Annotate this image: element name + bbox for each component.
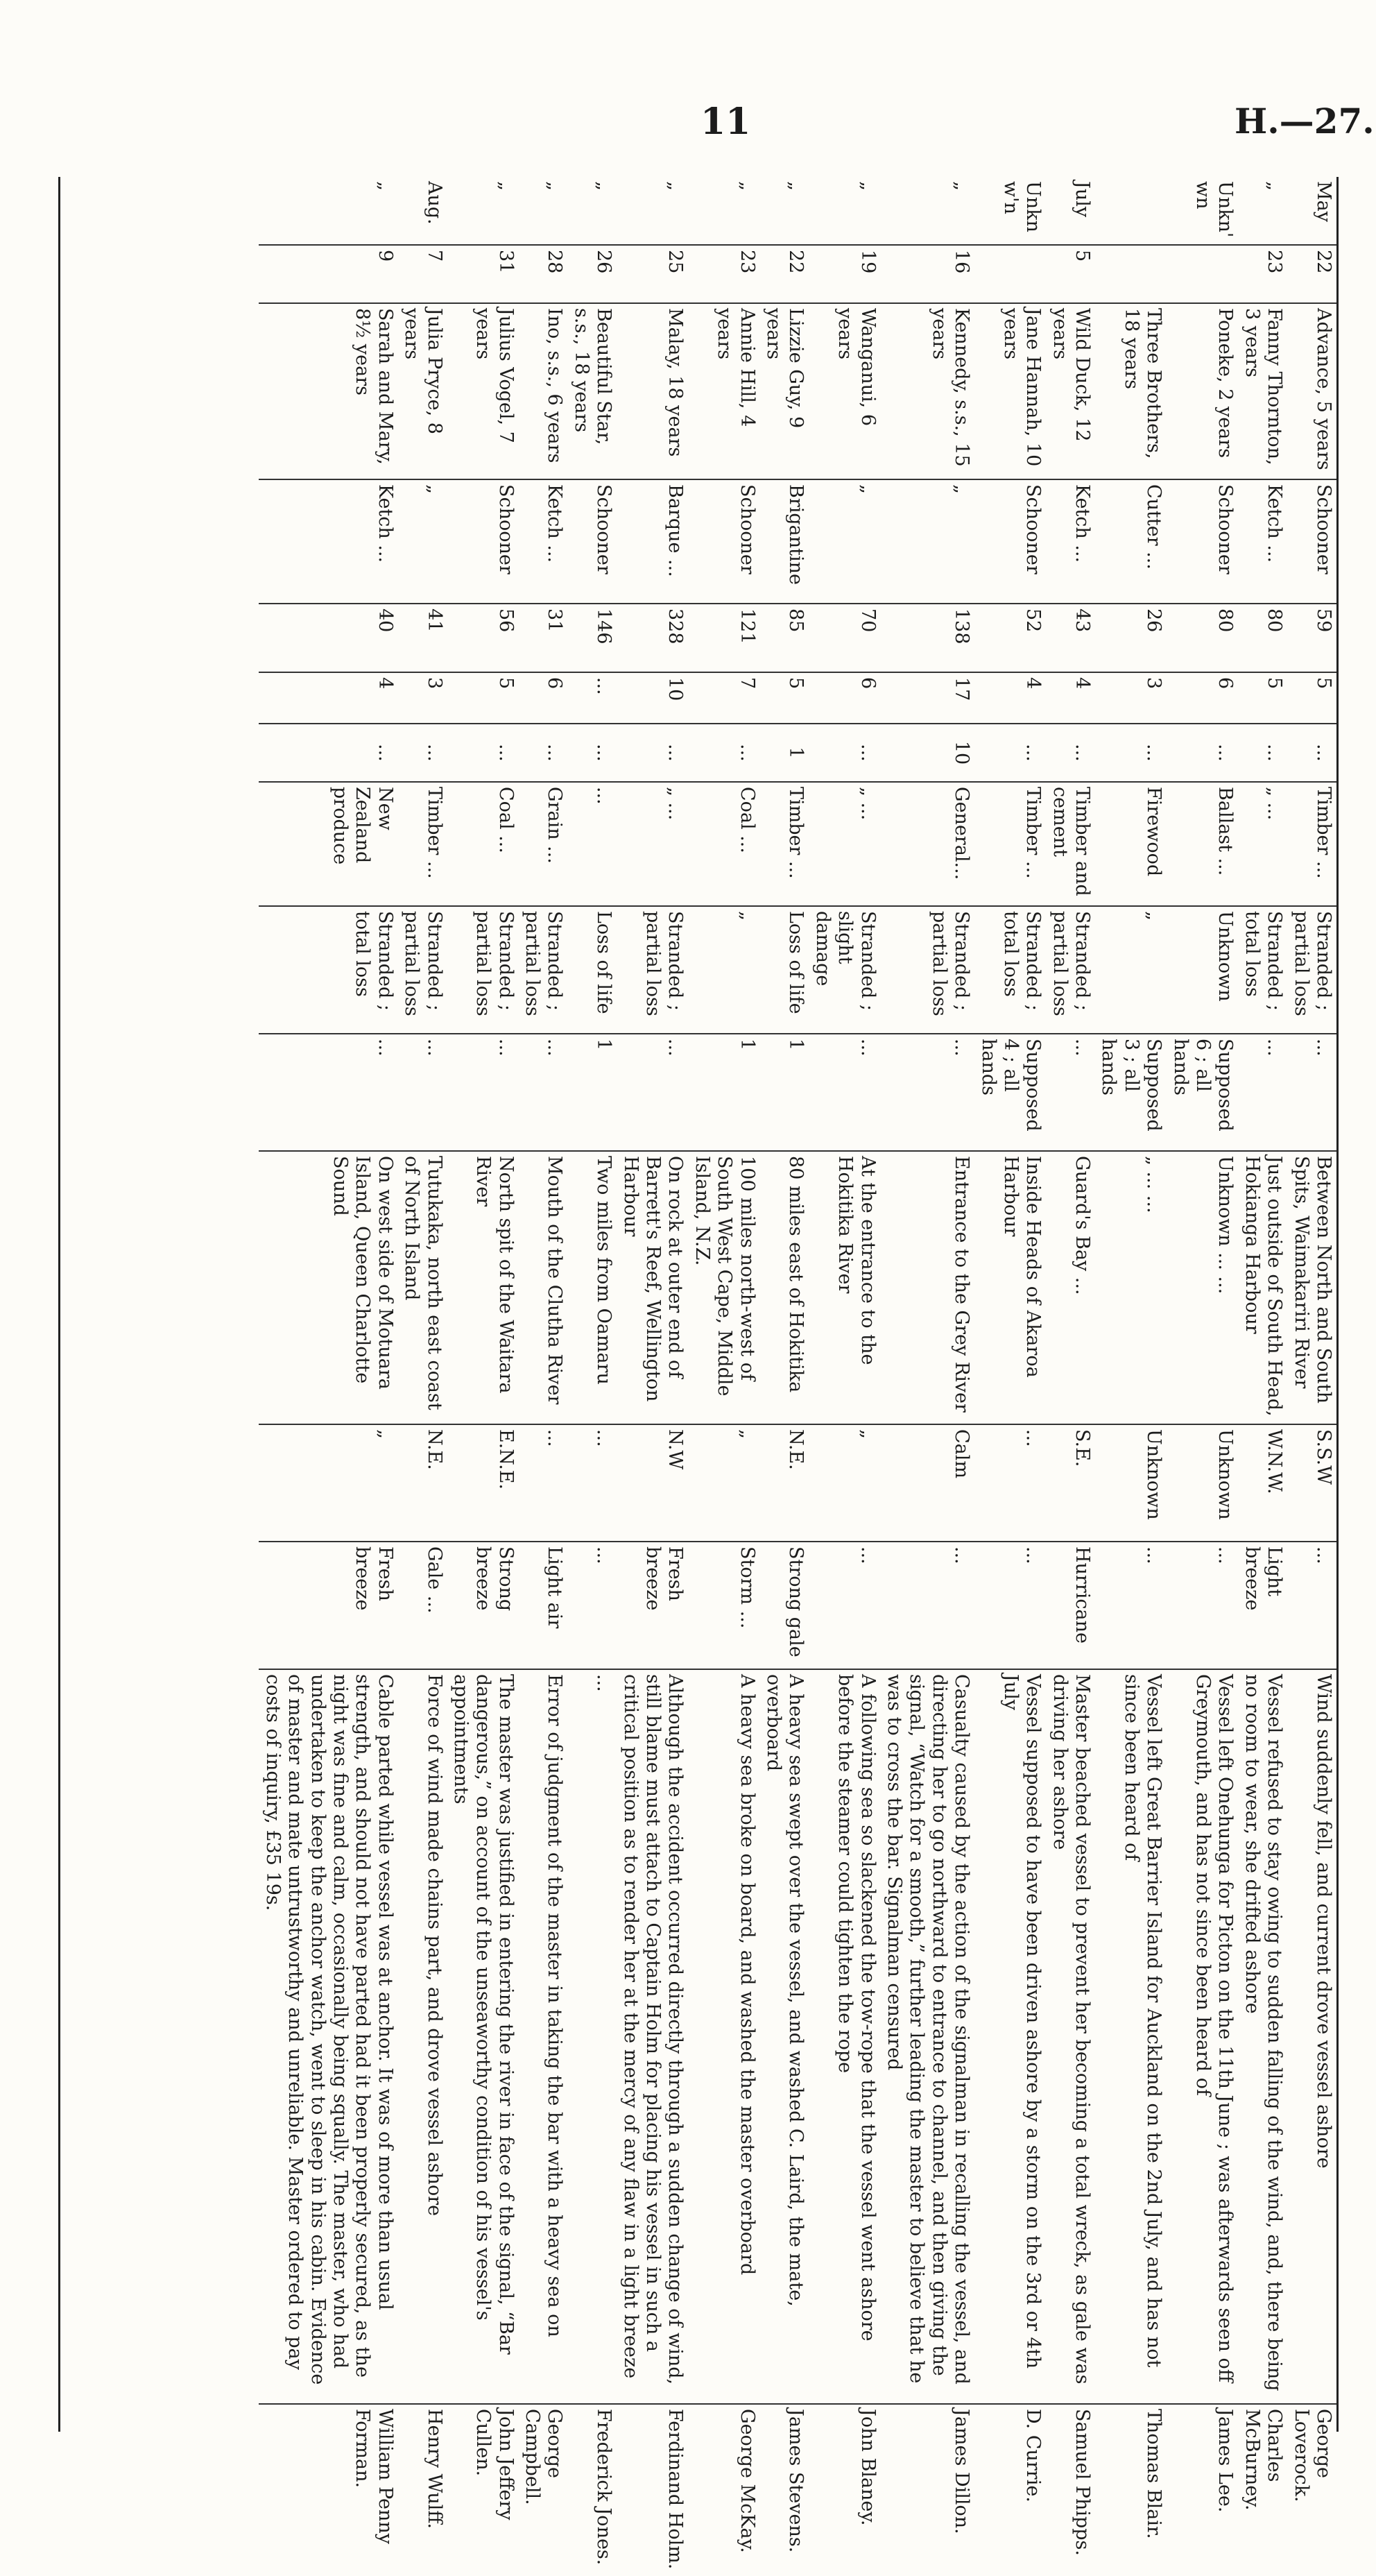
table-row: [568, 177, 617, 2576]
crew-cell: ...: [568, 672, 617, 724]
day-cell: 22: [760, 245, 809, 303]
vessel-name-cell: Sarah and Mary, 8½ years: [259, 303, 397, 479]
wind-direction-cell: S.S.W: [1287, 1424, 1336, 1542]
lives-lost-cell: ...: [398, 1034, 447, 1151]
tonnage-cell: 121: [688, 604, 759, 672]
nature-of-casualty-cell: Loss of life: [760, 906, 809, 1034]
officer-cell: John Blaney.: [809, 2404, 880, 2576]
table-row: [519, 177, 568, 2576]
wind-force-cell: Light air: [519, 1542, 568, 1669]
vessel-name-cell: Julius Vogel, 7 years: [447, 303, 519, 479]
day-cell: 16: [881, 245, 975, 303]
nature-of-casualty-cell: Stranded ; slight damage: [809, 906, 880, 1034]
rig-cell: Ketch ...: [1046, 479, 1095, 604]
nature-of-casualty-cell: Stranded ; total loss: [259, 906, 397, 1034]
day-cell: 9: [259, 245, 397, 303]
lives-lost-cell: ...: [519, 1034, 568, 1151]
wind-force-cell: Gale ...: [398, 1542, 447, 1669]
day-cell: 28: [519, 245, 568, 303]
place-cell: 100 miles north-west of South West Cape, Middle Island, N.Z.: [688, 1151, 759, 1424]
passengers-cell: ...: [1167, 724, 1238, 782]
month-cell: „: [544, 181, 566, 191]
table-row: [760, 177, 809, 2576]
table-row: [447, 177, 519, 2576]
month-cell: Unknw'n: [999, 181, 1044, 232]
wind-direction-cell: ...: [568, 1424, 617, 1542]
day-cell: 23: [688, 245, 759, 303]
day-cell: 25: [617, 245, 688, 303]
vessel-name-cell: Kennedy, s.s., 15 years: [881, 303, 975, 479]
wind-force-cell: Hurricane: [1046, 1542, 1095, 1669]
officer-cell: George Campbell.: [519, 2404, 568, 2576]
vessel-name-cell: Jane Hannah, 10 years: [974, 303, 1046, 479]
officer-cell: William Penny Forman.: [259, 2404, 397, 2576]
wind-direction-cell: Unknown: [1167, 1424, 1238, 1542]
cargo-cell: „ ...: [809, 782, 880, 906]
wind-direction-cell: „: [688, 1424, 759, 1542]
vessel-name-cell: Ino, s.s., 6 years: [519, 303, 568, 479]
month-cell: [1095, 177, 1167, 245]
tonnage-cell: 52: [974, 604, 1046, 672]
cause-cell: Error of judgment of the master in taking the bar with a heavy sea on: [519, 1669, 568, 2404]
table-row: [398, 177, 447, 2576]
day-cell: 19: [809, 245, 880, 303]
lives-lost-cell: ...: [1238, 1034, 1287, 1151]
cause-cell: Vessel supposed to have been driven ashore by a storm on the 3rd or 4th July: [974, 1669, 1046, 2404]
officer-cell: Ferdinand Holm.: [617, 2404, 688, 2576]
rig-cell: „: [881, 479, 975, 604]
table-row: [881, 177, 975, 2576]
tonnage-cell: 56: [447, 604, 519, 672]
cause-cell: Casualty caused by the action of the signalman in recalling the vessel, and directing her to go northward to entrance to channel, and then giving the signal, “Watch for a smooth,” further leading the master to believe that he was to cross the bar. Signalman censured: [881, 1669, 975, 2404]
crew-cell: 3: [1095, 672, 1167, 724]
crew-cell: 5: [760, 672, 809, 724]
nature-of-casualty-cell: Stranded ; total loss: [1238, 906, 1287, 1034]
crew-cell: 10: [617, 672, 688, 724]
passengers-cell: ...: [1046, 724, 1095, 782]
cargo-cell: „ ...: [617, 782, 688, 906]
officer-cell: George Loverock.: [1287, 2404, 1336, 2576]
wind-direction-cell: W.N.W.: [1238, 1424, 1287, 1542]
officer-cell: Henry Wulff.: [398, 2404, 447, 2576]
place-cell: Mouth of the Clutha River: [519, 1151, 568, 1424]
wind-force-cell: ...: [1167, 1542, 1238, 1669]
cargo-cell: ...: [568, 782, 617, 906]
rig-cell: Cutter ...: [1095, 479, 1167, 604]
crew-cell: 5: [1238, 672, 1287, 724]
wind-force-cell: Storm ...: [688, 1542, 759, 1669]
rig-cell: Schooner: [974, 479, 1046, 604]
wind-direction-cell: N.W: [617, 1424, 688, 1542]
page-number: 11: [700, 101, 751, 143]
crew-cell: 5: [447, 672, 519, 724]
place-cell: On rock at outer end of Barrett's Reef, Wellington Harbour: [617, 1151, 688, 1424]
cargo-cell: Timber ...: [974, 782, 1046, 906]
vessel-name-cell: Lizzie Guy, 9 years: [760, 303, 809, 479]
place-cell: At the entrance to the Hokitika River: [809, 1151, 880, 1424]
tonnage-cell: 80: [1238, 604, 1287, 672]
passengers-cell: ...: [809, 724, 880, 782]
cause-cell: Force of wind made chains part, and drove vessel ashore: [398, 1669, 447, 2404]
crew-cell: 7: [688, 672, 759, 724]
lives-lost-cell: 1: [688, 1034, 759, 1151]
place-cell: Just outside of South Head, Hokianga Harbour: [1238, 1151, 1287, 1424]
nature-of-casualty-cell: Stranded ; partial loss: [519, 906, 568, 1034]
month-cell: „: [951, 181, 973, 191]
crew-cell: 4: [1046, 672, 1095, 724]
nature-of-casualty-cell: Stranded ; partial loss: [617, 906, 688, 1034]
wind-direction-cell: ...: [974, 1424, 1046, 1542]
rig-cell: Barque ...: [617, 479, 688, 604]
tonnage-cell: 43: [1046, 604, 1095, 672]
table-row: [1167, 177, 1238, 2576]
day-cell: 22: [1287, 245, 1336, 303]
month-cell: „: [495, 181, 517, 191]
cargo-cell: Grain ...: [519, 782, 568, 906]
wind-direction-cell: N.E.: [398, 1424, 447, 1542]
crew-cell: 4: [259, 672, 397, 724]
cause-cell: ...: [568, 1669, 617, 2404]
day-cell: 7: [398, 245, 447, 303]
nature-of-casualty-cell: Stranded ; partial loss: [398, 906, 447, 1034]
place-cell: On west side of Motuara Island, Queen Charlotte Sound: [259, 1151, 397, 1424]
officer-cell: Thomas Blair.: [1095, 2404, 1167, 2576]
table-row: [1238, 177, 1287, 2576]
vessel-name-cell: Wanganui, 6 years: [809, 303, 880, 479]
officer-cell: James Lee.: [1167, 2404, 1238, 2576]
cargo-cell: Ballast ...: [1167, 782, 1238, 906]
nature-of-casualty-cell: „: [688, 906, 759, 1034]
rig-cell: Schooner: [1287, 479, 1336, 604]
nature-of-casualty-cell: „: [1095, 906, 1167, 1034]
passengers-cell: ...: [688, 724, 759, 782]
crew-cell: 6: [519, 672, 568, 724]
day-cell: 31: [447, 245, 519, 303]
vessel-name-cell: Wild Duck, 12 years: [1046, 303, 1095, 479]
month-cell: „: [785, 181, 807, 191]
wind-force-cell: Light breeze: [1238, 1542, 1287, 1669]
wind-direction-cell: E.N.E.: [447, 1424, 519, 1542]
tonnage-cell: 328: [617, 604, 688, 672]
wind-force-cell: Strong breeze: [447, 1542, 519, 1669]
table-row: [617, 177, 688, 2576]
tonnage-cell: 59: [1287, 604, 1336, 672]
officer-cell: D. Currie.: [974, 2404, 1046, 2576]
cause-cell: Master beached vessel to prevent her becoming a total wreck, as gale was driving her ashore: [1046, 1669, 1095, 2404]
passengers-cell: ...: [447, 724, 519, 782]
nature-of-casualty-cell: Stranded ; partial loss: [447, 906, 519, 1034]
cause-cell: Vessel left Great Barrier Island for Auckland on the 2nd July, and has not since been heard of: [1095, 1669, 1167, 2404]
wind-force-cell: ...: [974, 1542, 1046, 1669]
wind-force-cell: ...: [809, 1542, 880, 1669]
rig-cell: Schooner: [1167, 479, 1238, 604]
crew-cell: 3: [398, 672, 447, 724]
tonnage-cell: 41: [398, 604, 447, 672]
cause-cell: A following sea so slackened the tow-rope that the vessel went ashore before the steamer could tighten the rope: [809, 1669, 880, 2404]
month-cell: Unkn'wn: [1192, 181, 1237, 238]
cargo-cell: Timber and cement: [1046, 782, 1095, 906]
lives-lost-cell: 1: [760, 1034, 809, 1151]
lives-lost-cell: ...: [617, 1034, 688, 1151]
wind-force-cell: Fresh breeze: [259, 1542, 397, 1669]
month-cell: July: [1072, 181, 1094, 218]
cause-cell: A heavy sea swept over the vessel, and washed C. Laird, the mate, overboard: [760, 1669, 809, 2404]
month-cell: Aug.: [423, 181, 445, 225]
cause-cell: Wind suddenly fell, and current drove vessel ashore: [1287, 1669, 1336, 2404]
month-cell: „: [1264, 181, 1286, 191]
passengers-cell: ...: [259, 724, 397, 782]
passengers-cell: ...: [398, 724, 447, 782]
wreck-returns-table: [58, 177, 1339, 2570]
month-cell: „: [374, 181, 396, 191]
passengers-cell: ...: [519, 724, 568, 782]
tonnage-cell: 85: [760, 604, 809, 672]
officer-cell: George McKay.: [688, 2404, 759, 2576]
vessel-name-cell: Malay, 18 years: [617, 303, 688, 479]
lives-lost-cell: ...: [1046, 1034, 1095, 1151]
lives-lost-cell: ...: [809, 1034, 880, 1151]
nature-of-casualty-cell: Unknown: [1167, 906, 1238, 1034]
passengers-cell: ...: [1095, 724, 1167, 782]
day-cell: [1167, 245, 1238, 303]
wind-force-cell: ...: [1287, 1542, 1336, 1669]
document-reference: H.—27.: [1235, 101, 1375, 142]
wind-force-cell: ...: [881, 1542, 975, 1669]
tonnage-cell: 70: [809, 604, 880, 672]
cause-cell: Although the accident occurred directly through a sudden change of wind, still blame must attach to Captain Holm for placing his vessel in such a critical position as to render her at the mercy of any flaw in a light breeze: [617, 1669, 688, 2404]
lives-lost-cell: ...: [1287, 1034, 1336, 1151]
officer-cell: Frederick Jones.: [568, 2404, 617, 2576]
vessel-name-cell: Annie Hill, 4 years: [688, 303, 759, 479]
passengers-cell: ...: [1287, 724, 1336, 782]
place-cell: Tutukaka, north east coast of North Island: [398, 1151, 447, 1424]
wind-force-cell: ...: [568, 1542, 617, 1669]
lives-lost-cell: ...: [447, 1034, 519, 1151]
table-row: [1046, 177, 1095, 2576]
cause-cell: A heavy sea broke on board, and washed the master overboard: [688, 1669, 759, 2404]
rig-cell: Ketch ...: [519, 479, 568, 604]
tonnage-cell: 80: [1167, 604, 1238, 672]
place-cell: Unknown ... ...: [1167, 1151, 1238, 1424]
wind-force-cell: Fresh breeze: [617, 1542, 688, 1669]
day-cell: 23: [1238, 245, 1287, 303]
table-row: [809, 177, 880, 2576]
cause-cell: The master was justified in entering the river in face of the signal, “Bar dangerous,” on account of the unseaworthy condition of his vessel's appointments: [447, 1669, 519, 2404]
passengers-cell: ...: [974, 724, 1046, 782]
rig-cell: Ketch ...: [1238, 479, 1287, 604]
place-cell: Between North and South Spits, Waimakariri River: [1287, 1151, 1336, 1424]
day-cell: 26: [568, 245, 617, 303]
table-row: [688, 177, 759, 2576]
cargo-cell: Firewood: [1095, 782, 1167, 906]
lives-lost-cell: Supposed 3 ; all hands: [1095, 1034, 1167, 1151]
vessel-name-cell: Julia Pryce, 8 years: [398, 303, 447, 479]
wind-direction-cell: Calm: [881, 1424, 975, 1542]
officer-cell: Charles McBurney.: [1238, 2404, 1287, 2576]
rig-cell: Schooner: [447, 479, 519, 604]
cargo-cell: Timber ...: [1287, 782, 1336, 906]
wind-direction-cell: Unknown: [1095, 1424, 1167, 1542]
table-row: [1287, 177, 1336, 2576]
month-cell: „: [664, 181, 687, 191]
cause-cell: Cable parted while vessel was at anchor. It was of more than usual strength, and should not have parted had it been properly secured, as the night was fine and calm, occasionally being squally. The master, who had undertaken to keep the anchor watch, went to sleep in his cabin. Evidence of master and mate untrustworthy and unreliable. Master ordered to pay costs of inquiry, £35 19s.: [259, 1669, 397, 2404]
lives-lost-cell: ...: [259, 1034, 397, 1151]
lives-lost-cell: 1: [568, 1034, 617, 1151]
officer-cell: James Stevens.: [760, 2404, 809, 2576]
day-cell: [1095, 245, 1167, 303]
cargo-cell: General...: [881, 782, 975, 906]
vessel-name-cell: Beautiful Star, s.s., 18 years: [568, 303, 617, 479]
tonnage-cell: 31: [519, 604, 568, 672]
rig-cell: Schooner: [688, 479, 759, 604]
place-cell: „ ... ...: [1095, 1151, 1167, 1424]
cargo-cell: New Zealand produce: [259, 782, 397, 906]
rig-cell: Ketch ...: [259, 479, 397, 604]
tonnage-cell: 40: [259, 604, 397, 672]
vessel-name-cell: Poneke, 2 years: [1167, 303, 1238, 479]
place-cell: 80 miles east of Hokitika: [760, 1151, 809, 1424]
cause-cell: Vessel left Onehunga for Picton on the 11th June ; was afterwards seen off Greymouth, and has not since been heard of: [1167, 1669, 1238, 2404]
cargo-cell: Timber ...: [760, 782, 809, 906]
table-body: [259, 177, 1336, 2576]
officer-cell: James Dillon.: [881, 2404, 975, 2576]
tonnage-cell: 146: [568, 604, 617, 672]
passengers-cell: 10: [881, 724, 975, 782]
cargo-cell: Timber ...: [398, 782, 447, 906]
crew-cell: 4: [974, 672, 1046, 724]
wind-force-cell: Strong gale: [760, 1542, 809, 1669]
month-cell: „: [593, 181, 615, 191]
wind-direction-cell: ...: [519, 1424, 568, 1542]
table-row: [259, 177, 397, 2576]
tonnage-cell: 138: [881, 604, 975, 672]
lives-lost-cell: Supposed 4 ; all hands: [974, 1034, 1046, 1151]
nature-of-casualty-cell: Stranded ; partial loss: [1287, 906, 1336, 1034]
wind-direction-cell: N.E.: [760, 1424, 809, 1542]
nature-of-casualty-cell: Stranded ; partial loss: [881, 906, 975, 1034]
wind-direction-cell: S.E.: [1046, 1424, 1095, 1542]
wind-direction-cell: „: [259, 1424, 397, 1542]
wind-direction-cell: „: [809, 1424, 880, 1542]
nature-of-casualty-cell: Loss of life: [568, 906, 617, 1034]
place-cell: Two miles from Oamaru: [568, 1151, 617, 1424]
passengers-cell: ...: [1238, 724, 1287, 782]
passengers-cell: 1: [760, 724, 809, 782]
month-cell: „: [857, 181, 879, 191]
cargo-cell: „ ...: [1238, 782, 1287, 906]
rig-cell: Brigantine: [760, 479, 809, 604]
officer-cell: John Jeffery Cullen.: [447, 2404, 519, 2576]
month-cell: May: [1313, 181, 1334, 222]
day-cell: 5: [1046, 245, 1095, 303]
vessel-name-cell: Three Brothers, 18 years: [1095, 303, 1167, 479]
rig-cell: „: [809, 479, 880, 604]
crew-cell: 5: [1287, 672, 1336, 724]
lives-lost-cell: ...: [881, 1034, 975, 1151]
crew-cell: 6: [809, 672, 880, 724]
nature-of-casualty-cell: Stranded ; partial loss: [1046, 906, 1095, 1034]
vessel-name-cell: Fanny Thornton, 3 years: [1238, 303, 1287, 479]
place-cell: Entrance to the Grey River: [881, 1151, 975, 1424]
tonnage-cell: 26: [1095, 604, 1167, 672]
place-cell: Guard's Bay ...: [1046, 1151, 1095, 1424]
table-row: [974, 177, 1046, 2576]
crew-cell: 17: [881, 672, 975, 724]
officer-cell: Samuel Phipps.: [1046, 2404, 1095, 2576]
passengers-cell: ...: [617, 724, 688, 782]
nature-of-casualty-cell: Stranded ; total loss: [974, 906, 1046, 1034]
passengers-cell: ...: [568, 724, 617, 782]
cargo-cell: Coal ...: [447, 782, 519, 906]
wind-force-cell: ...: [1095, 1542, 1167, 1669]
lives-lost-cell: Supposed 6 ; all hands: [1167, 1034, 1238, 1151]
table-row: [1095, 177, 1167, 2576]
rig-cell: „: [398, 479, 447, 604]
cargo-cell: Coal ...: [688, 782, 759, 906]
rig-cell: Schooner: [568, 479, 617, 604]
month-cell: „: [736, 181, 758, 191]
vessel-name-cell: Advance, 5 years: [1287, 303, 1336, 479]
place-cell: Inside Heads of Akaroa Harbour: [974, 1151, 1046, 1424]
cause-cell: Vessel refused to stay owing to sudden falling of the wind, and, there being no room to wear, she drifted ashore: [1238, 1669, 1287, 2404]
day-cell: [974, 245, 1046, 303]
place-cell: North spit of the Waitara River: [447, 1151, 519, 1424]
crew-cell: 6: [1167, 672, 1238, 724]
